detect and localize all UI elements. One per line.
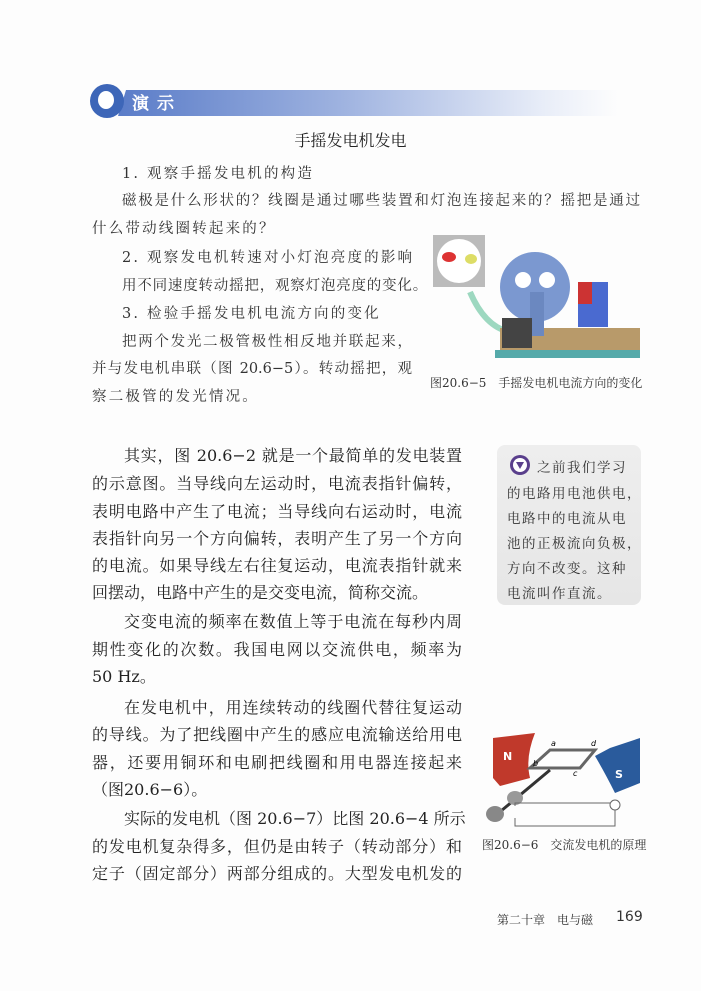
body-line: 表明电路中产生了电流；当导线向右运动时，电流 — [92, 502, 462, 521]
figure-caption: 图20.6−6 交流发电机的原理 — [482, 838, 647, 852]
ac-generator-diagram — [475, 728, 645, 828]
body-line: 回摆动，电路中产生的是交变电流，简称交流。 — [92, 583, 429, 602]
body-line: 在发电机中，用连续转动的线圈代替往复运动 — [124, 698, 462, 717]
body-line: （图20.6−6）。 — [92, 780, 208, 799]
body-line: 的电流。如果导线左右往复运动，电流表指针就来 — [92, 556, 462, 575]
sidebar-line: 之前我们学习 — [537, 460, 627, 476]
body-line: 50 Hz。 — [92, 667, 156, 686]
body-line: 实际的发电机（图 20.6−7）比图 20.6−4 所示 — [124, 809, 466, 828]
demo-line: 2. 观察发电机转速对小灯泡亮度的影响 — [122, 250, 415, 266]
chapter-footer: 第二十章 电与磁 — [497, 913, 594, 927]
demo-line: 1. 观察手摇发电机的构造 — [122, 166, 315, 182]
demo-line: 磁极是什么形状的？线圈是通过哪些装置和灯泡连接起来的？摇把是通过 — [122, 193, 640, 209]
body-line: 交变电流的频率在数值上等于电流在每秒内周 — [124, 612, 462, 631]
south-pole-label: S — [615, 768, 623, 781]
demo-line: 用不同速度转动摇把，观察灯泡亮度的变化。 — [122, 278, 428, 294]
figure-caption: 图20.6−5 手摇发电机电流方向的变化 — [430, 376, 643, 390]
demo-line: 3. 检验手摇发电机电流方向的变化 — [122, 306, 381, 322]
label-d: d — [591, 739, 597, 748]
sidebar-line: 电路中的电流从电 — [507, 511, 627, 527]
pen-nib-icon — [509, 454, 531, 476]
body-line: 期性变化的次数。我国电网以交流供电，频率为 — [92, 640, 462, 659]
sidebar-line: 方向不改变。这种 — [507, 561, 627, 577]
section-label: 演示 — [132, 94, 182, 114]
label-c: c — [573, 769, 578, 778]
north-pole-label: N — [503, 750, 513, 763]
demo-icon — [90, 84, 124, 118]
sidebar-note — [497, 445, 641, 605]
demo-title: 手摇发电机发电 — [294, 131, 407, 150]
demo-line: 什么带动线圈转起来的？ — [92, 221, 276, 237]
demo-line: 察二极管的发光情况。 — [92, 389, 259, 405]
section-banner — [118, 90, 618, 116]
page-number: 169 — [616, 909, 643, 925]
body-line: 器，还要用铜环和电刷把线圈和用电器连接起来 — [92, 753, 462, 772]
body-line: 其实，图 20.6−2 就是一个最简单的发电装置 — [124, 446, 462, 465]
body-line: 定子（固定部分）两部分组成的。大型发电机发的 — [92, 864, 462, 883]
label-b: b — [533, 759, 539, 768]
sidebar-line: 池的正极流向负极， — [507, 536, 642, 552]
sidebar-line: 的电路用电池供电， — [507, 486, 642, 502]
body-line: 的导线。为了把线圈中产生的感应电流输送给用电 — [92, 725, 462, 744]
demo-line: 把两个发光二极管极性相反地并联起来， — [122, 334, 412, 350]
hand-crank-generator-image — [430, 232, 645, 367]
body-line: 表指针向另一个方向偏转，表明产生了另一个方向 — [92, 529, 462, 548]
body-line: 的示意图。当导线向左运动时，电流表指针偏转， — [92, 474, 462, 493]
sidebar-line: 电流叫作直流。 — [507, 586, 612, 602]
label-a: a — [551, 739, 556, 748]
demo-line: 并与发电机串联（图 20.6−5）。转动摇把，观 — [92, 361, 412, 377]
body-line: 的发电机复杂得多，但仍是由转子（转动部分）和 — [92, 837, 462, 856]
